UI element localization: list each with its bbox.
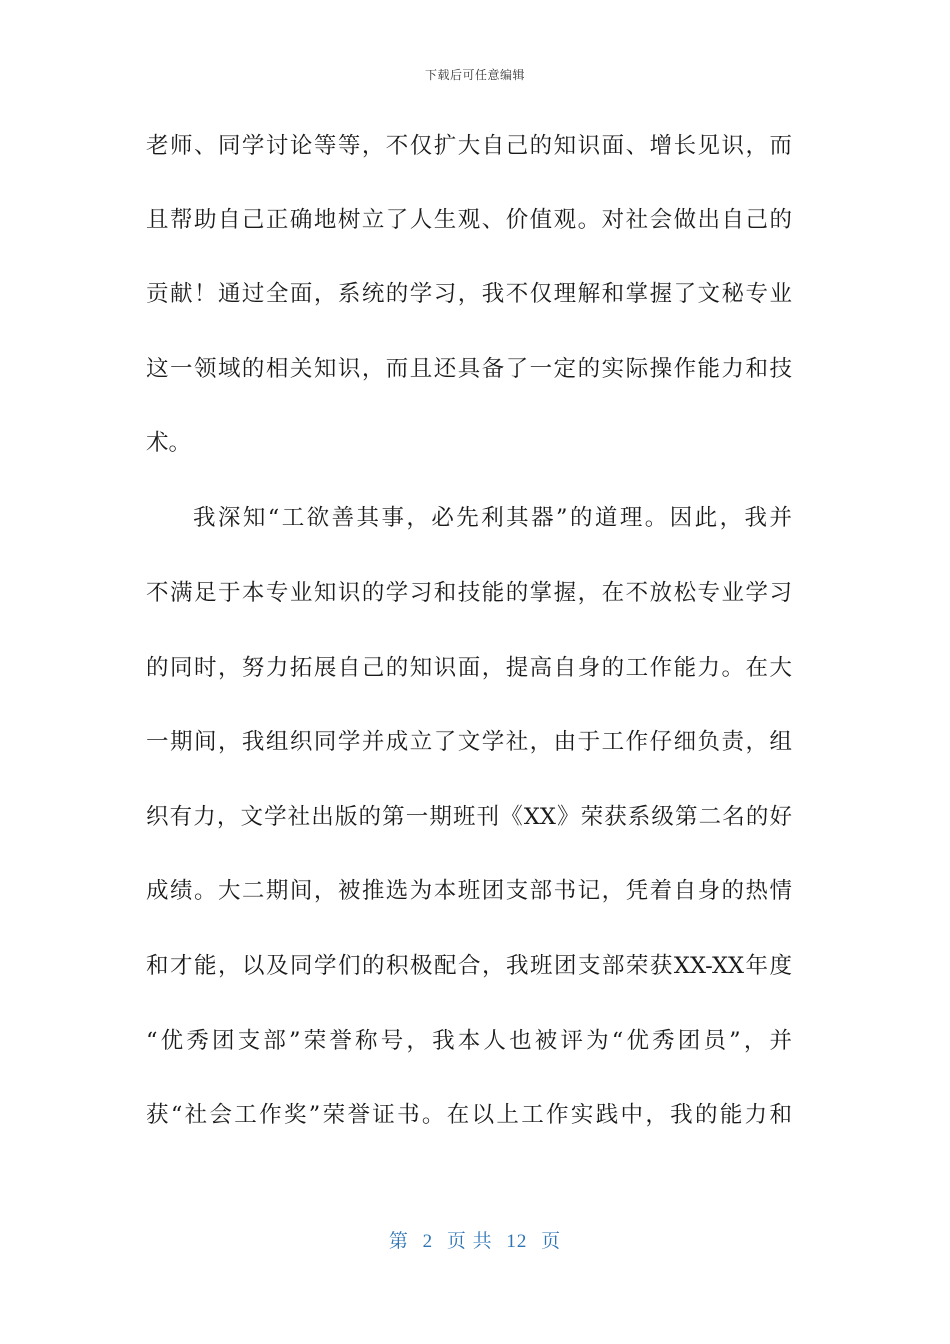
body-line: 织有力，文学社出版的第一期班刊《XX》荣获系级第二名的好 (146, 804, 792, 830)
body-line: 术。 (146, 430, 192, 456)
page-number-footer (0, 1226, 950, 1253)
body-line: 我深知“工欲善其事，必先利其器”的道理。因此，我并 (193, 505, 792, 531)
body-line: 和才能，以及同学们的积极配合，我班团支部荣获XX-XX年度 (146, 953, 792, 979)
body-line: 这一领域的相关知识，而且还具备了一定的实际操作能力和技 (146, 356, 792, 382)
total-page-count: 12 (506, 1231, 528, 1252)
footer-suffix: 页 (541, 1231, 562, 1252)
body-line: 获“社会工作奖”荣誉证书。在以上工作实践中，我的能力和 (146, 1102, 792, 1128)
body-line: 老师、同学讨论等等，不仅扩大自己的知识面、增长见识，而 (146, 133, 792, 159)
current-page-number: 2 (422, 1231, 434, 1252)
body-line: 贡献！通过全面，系统的学习，我不仅理解和掌握了文秘专业 (146, 281, 792, 307)
body-line: 一期间，我组织同学并成立了文学社，由于工作仔细负责，组 (146, 729, 792, 755)
body-line: “优秀团支部”荣誉称号，我本人也被评为“优秀团员”，并 (146, 1028, 792, 1054)
header-note: 下载后可任意编辑 (424, 68, 525, 82)
footer-prefix: 第 (388, 1231, 409, 1252)
footer-middle: 页 共 (446, 1231, 493, 1252)
body-line: 成绩。大二期间，被推选为本班团支部书记，凭着自身的热情 (146, 878, 792, 904)
body-line: 不满足于本专业知识的学习和技能的掌握，在不放松专业学习 (146, 580, 792, 606)
body-line: 且帮助自己正确地树立了人生观、价值观。对社会做出自己的 (146, 207, 792, 233)
body-line: 的同时，努力拓展自己的知识面，提高自身的工作能力。在大 (146, 655, 792, 681)
